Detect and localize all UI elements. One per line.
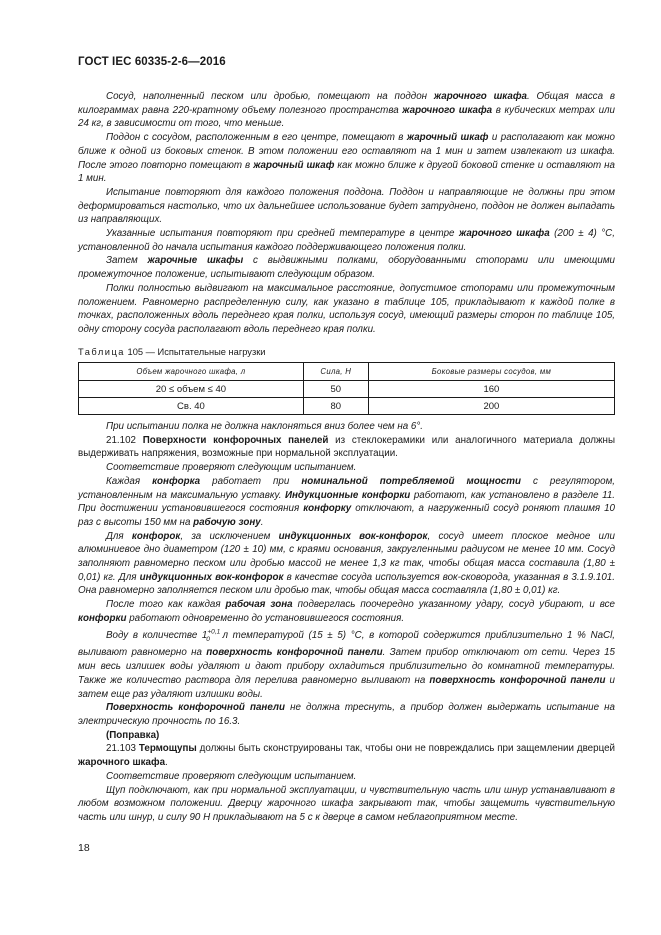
paragraph: Щуп подключают, как при нормальной эксплуатации, и чувствительную часть или шнур устанавливают в любом возможном положении. Дверцу жарочного шкафа закрывают так, чтобы защемить чувствительную часть или шнур, и силу 90 Н прикладывают на 5 с к дверце в самом неблагоприятном месте. xyxy=(78,784,615,823)
table-row xyxy=(79,381,615,398)
table-header-row xyxy=(79,363,615,381)
paragraph: 21.102 Поверхности конфорочных панелей из стеклокерамики или аналогичного материала должны выдерживать напряжения, возможные при нормальной эксплуатации. xyxy=(78,434,615,460)
paragraph: Соответствие проверяют следующим испытанием. xyxy=(106,462,357,474)
column-header: Боковые размеры сосудов, мм xyxy=(368,363,614,381)
paragraph: Соответствие проверяют следующим испытанием. xyxy=(106,770,357,782)
table-cell: 160 xyxy=(368,381,614,398)
column-header: Объем жарочного шкафа, л xyxy=(79,363,304,381)
paragraph: Поддон с сосудом, расположенным в его центре, помещают в жарочный шкаф и располагают как можно ближе к одной из боковых стенок. В этом положении его оставляют на 1 мин и затем извлекают из шкафа. После этого повторно помещают в жарочный шкаф как можно ближе к другой боковой стенке и оставляют на 1 мин. xyxy=(78,132,615,185)
document-header: ГОСТ IEC 60335-2-6—2016 xyxy=(78,56,226,68)
paragraph: Воду в количестве $1^{+0,1}_0$ л температурой (15 ± 5) °С, в которой содержится приблизительно 1 % NaCl, выливают равномерно на поверхность конфорочной панели. Затем прибор отключают от сети. Через 15 мин весь излишек воды удаляют и дают прибору охладиться приблизительно до комнатной температуры. Также же количество раствора для перелива равномерно выливают на поверхность конфорочной панели и затем еще раз удаляют излишки воды. xyxy=(78,628,616,700)
table-caption: Таблица 105 — Испытательные нагрузки xyxy=(78,347,266,357)
paragraph: При испытании полка не должна наклоняться вниз более чем на 6°. xyxy=(106,421,424,432)
paragraph: Затем жарочные шкафы с выдвижными полками, оборудованными стопорами или имеющими промежуточное положение, испытывают следующим образом. xyxy=(78,255,615,281)
table-cell: Св. 40 xyxy=(79,398,304,415)
table-cell: 20 ≤ объем ≤ 40 xyxy=(79,381,304,398)
table-row xyxy=(79,398,615,415)
paragraph: Испытание повторяют для каждого положения поддона. Поддон и направляющие не должны при этом деформироваться настолько, что их дальнейшее использование будет затруднено, поддон не должен выпадать из направляющих. xyxy=(78,186,615,226)
paragraph: 21.103 Термощупы должны быть сконструированы так, чтобы они не повреждались при защемлении дверцей жарочного шкафа. xyxy=(78,743,615,769)
paragraph: Сосуд, наполненный песком или дробью, помещают на поддон жарочного шкафа. Общая масса в килограммах равна 220-кратному объему полезного пространства жарочного шкафа в кубических метрах или 24 кг, в зависимости от того, что меньше. xyxy=(78,91,615,130)
table-cell: 50 xyxy=(303,381,368,398)
upper-text-block xyxy=(78,90,615,337)
table-cell: 80 xyxy=(303,398,368,415)
paragraph: Полки полностью выдвигают на максимальное расстояние, допустимое стопорами или промежуточным положением. Равномерно распределенную силу, как указано в таблице 105, прикладывают к каждой полке в точках, расположенных вдоль переднего края полки, используя сосуд, имеющий размеры сторон по таблице 105, одну сторону сосуда располагают вдоль переднего края полки. xyxy=(78,282,615,335)
page-number: 18 xyxy=(78,842,90,854)
column-header: Сила, Н xyxy=(303,363,368,381)
lower-text-block xyxy=(78,420,615,825)
paragraph: Для конфорок, за исключением индукционных вок-конфорок, сосуд имеет плоское медное или алюминиевое дно диаметром (120 ± 10) мм, с краями основания, закругленными радиусом не менее 10 мм. Сосуд заполняют равномерно песком или дробью массой не менее 1,3 кг так, чтобы общая масса составила (1,80 ± 0,01) кг. Для индукционных вок-конфорок в качестве сосуда используется вок-сковорода, указанная в 3.1.9.101. Она равномерно заполняется песком или дробью так, чтобы общая масса составляла (1,80 ± 0,01) кг. xyxy=(78,530,615,597)
paragraph: Указанные испытания повторяют при средней температуре в центре жарочного шкафа (200 ± 4) °С, установленной до начала испытания каждого поддерживающего положения полки. xyxy=(78,228,615,253)
test-loads-table xyxy=(78,362,615,415)
table-cell: 200 xyxy=(368,398,614,415)
amendment-note: (Поправка) xyxy=(106,729,160,741)
paragraph: После того как каждая рабочая зона подверглась поочередно указанному удару, сосуд убирают, и все конфорки работают одновременно до установившегося состояния. xyxy=(78,599,615,624)
paragraph: Каждая конфорка работает при номинальной потребляемой мощности с регулятором, установленным на максимальную уставку. Индукционные конфорки работают, как установлено в разделе 11. При достижении установившегося состояния конфорку отключают, а нагруженный сосуд роняют плашмя 10 раз с высоты 150 мм на рабочую зону. xyxy=(78,475,616,528)
paragraph: Поверхность конфорочной панели не должна треснуть, а прибор должен выдержать испытание на электрическую прочность по 16.3. xyxy=(78,702,615,727)
